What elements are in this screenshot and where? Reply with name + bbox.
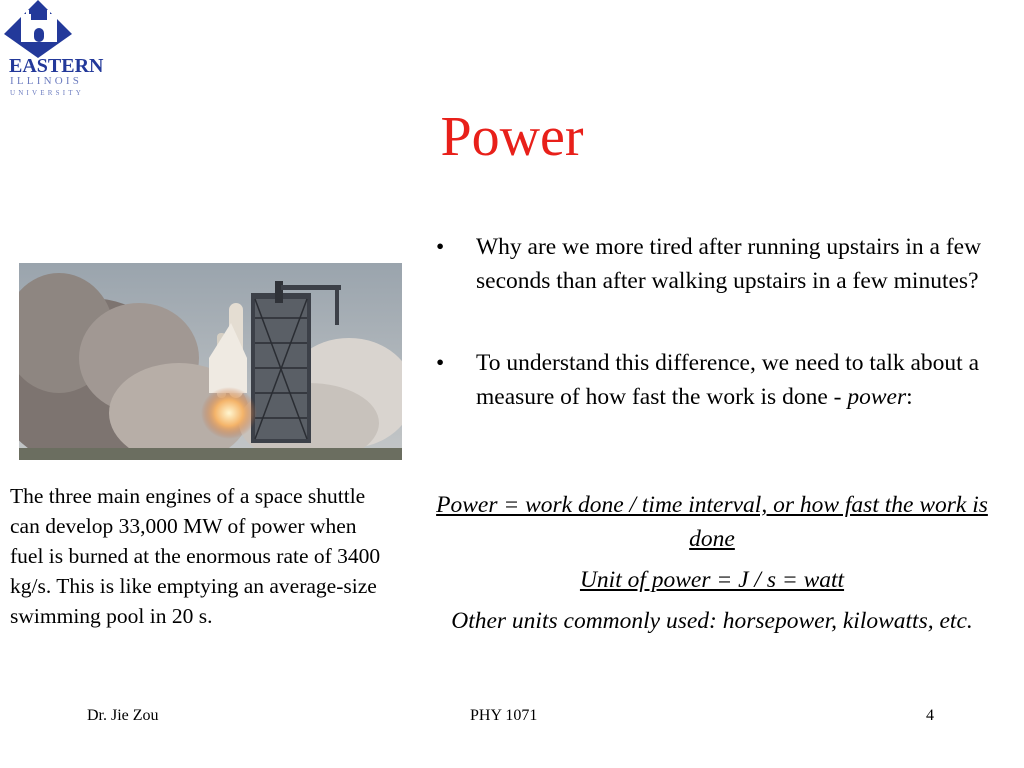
logo-university: UNIVERSITY (10, 89, 84, 97)
bullet-text: To understand this difference, we need to talk about a measure of how fast the work is done - (476, 350, 980, 410)
bullet-marker: • (436, 350, 445, 376)
space-shuttle-launch-photo (19, 263, 402, 460)
bullet-item (436, 346, 996, 414)
footer-page-number: 4 (926, 707, 934, 724)
footer-course: PHY 1071 (470, 707, 538, 724)
bullet-text-end: : (906, 384, 913, 410)
logo-subword: ILLINOIS (10, 75, 83, 87)
bullet-text: Why are we more tired after running upstairs in a few seconds than after walking upstairs in a few minutes? (476, 234, 982, 294)
power-definition: Power = work done / time interval, or how fast the work is done (436, 492, 988, 552)
slide-title: Power (440, 106, 584, 168)
bullet-emphasis: power (847, 384, 907, 410)
castle-icon (0, 0, 80, 58)
other-units: Other units commonly used: horsepower, kilowatts, etc. (451, 608, 973, 634)
footer-author: Dr. Jie Zou (87, 707, 159, 724)
bullet-marker: • (436, 234, 445, 260)
bullet-item (436, 230, 996, 298)
logo-wordmark: EASTERN (9, 55, 104, 77)
bullet-list (436, 230, 996, 414)
university-logo (0, 0, 104, 104)
power-unit: Unit of power = J / s = watt (579, 567, 845, 593)
image-caption: The three main engines of a space shuttle can develop 33,000 MW of power when fuel is burned at the enormous rate of 3400 kg/s. This is like emptying an average-size swimming pool in 20 s. (10, 484, 381, 628)
power-definitions (436, 488, 988, 645)
